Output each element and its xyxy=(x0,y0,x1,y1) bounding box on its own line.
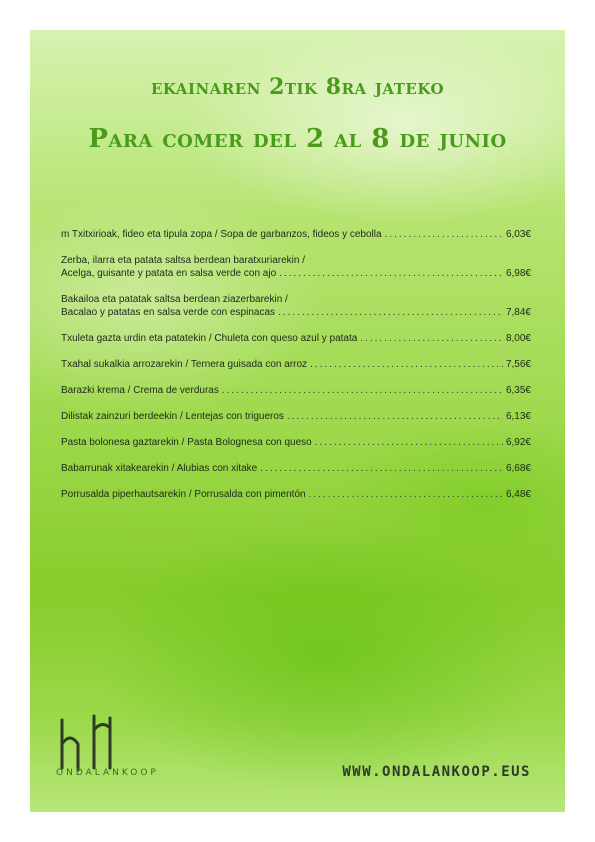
menu-item xyxy=(61,254,531,280)
dish-name: Bakailoa eta patatak saltsa berdean ziazerbarekin / xyxy=(61,294,288,305)
dish-price: 6,35€ xyxy=(505,385,531,396)
dish-price: 6,92€ xyxy=(505,437,531,448)
leader-dots xyxy=(222,384,503,397)
menu-item xyxy=(61,332,531,345)
dish-price: 6,13€ xyxy=(505,411,531,422)
dish-name: Pasta bolonesa gaztarekin / Pasta Bolognesa con queso xyxy=(61,437,312,448)
leader-dots xyxy=(260,462,503,475)
leader-dots xyxy=(279,267,503,280)
menu-list xyxy=(61,228,531,514)
leader-dots xyxy=(360,332,503,345)
dish-name: m Txitxirioak, fideo eta tipula zopa / Sopa de garbanzos, fideos y cebolla xyxy=(61,229,382,240)
dish-price: 7,84€ xyxy=(505,307,531,318)
leader-dots xyxy=(309,488,503,501)
leader-dots xyxy=(315,436,503,449)
menu-item xyxy=(61,384,531,397)
dish-name: Porrusalda piperhautsarekin / Porrusalda con pimentón xyxy=(61,489,306,500)
menu-sheet xyxy=(30,30,565,812)
dish-name: Txuleta gazta urdin eta patatekin / Chuleta con queso azul y patata xyxy=(61,333,358,344)
dish-name: Bacalao y patatas en salsa verde con espinacas xyxy=(61,307,276,318)
menu-item xyxy=(61,293,531,319)
menu-item xyxy=(61,488,531,501)
dish-price: 7,56€ xyxy=(505,359,531,370)
menu-item xyxy=(61,358,531,371)
brand-name: ONDALANKOOP xyxy=(56,768,159,778)
title-basque: ekainaren 2tik 8ra jateko xyxy=(150,74,445,100)
menu-item xyxy=(61,228,531,241)
leader-dots xyxy=(385,228,503,241)
leader-dots xyxy=(287,410,503,423)
dish-name: Barazki krema / Crema de verduras xyxy=(61,385,219,396)
menu-item xyxy=(61,410,531,423)
title-spanish: Para comer del 2 al 8 de junio xyxy=(88,124,507,154)
dish-price: 8,00€ xyxy=(505,333,531,344)
dish-name: Acelga, guisante y patata en salsa verde con ajo xyxy=(61,268,277,279)
dish-name: Txahal sukalkia arrozarekin / Ternera guisada con arroz xyxy=(61,359,308,370)
dish-name: Babarrunak xitakearekin / Alubias con xitake xyxy=(61,463,258,474)
dish-price: 6,48€ xyxy=(505,489,531,500)
dish-name: Dilistak zainzuri berdeekin / Lentejas con trigueros xyxy=(61,411,284,422)
dish-price: 6,68€ xyxy=(505,463,531,474)
ondalankoop-logo-icon xyxy=(56,710,196,790)
dish-price: 6,98€ xyxy=(505,268,531,279)
menu-item xyxy=(61,436,531,449)
dish-price: 6,03€ xyxy=(505,229,531,240)
website-link[interactable]: WWW.ONDALANKOOP.EUS xyxy=(342,764,531,780)
dish-name: Zerba, ilarra eta patata saltsa berdean baratxuriarekin / xyxy=(61,255,306,266)
leader-dots xyxy=(278,306,503,319)
leader-dots xyxy=(310,358,503,371)
menu-item xyxy=(61,462,531,475)
